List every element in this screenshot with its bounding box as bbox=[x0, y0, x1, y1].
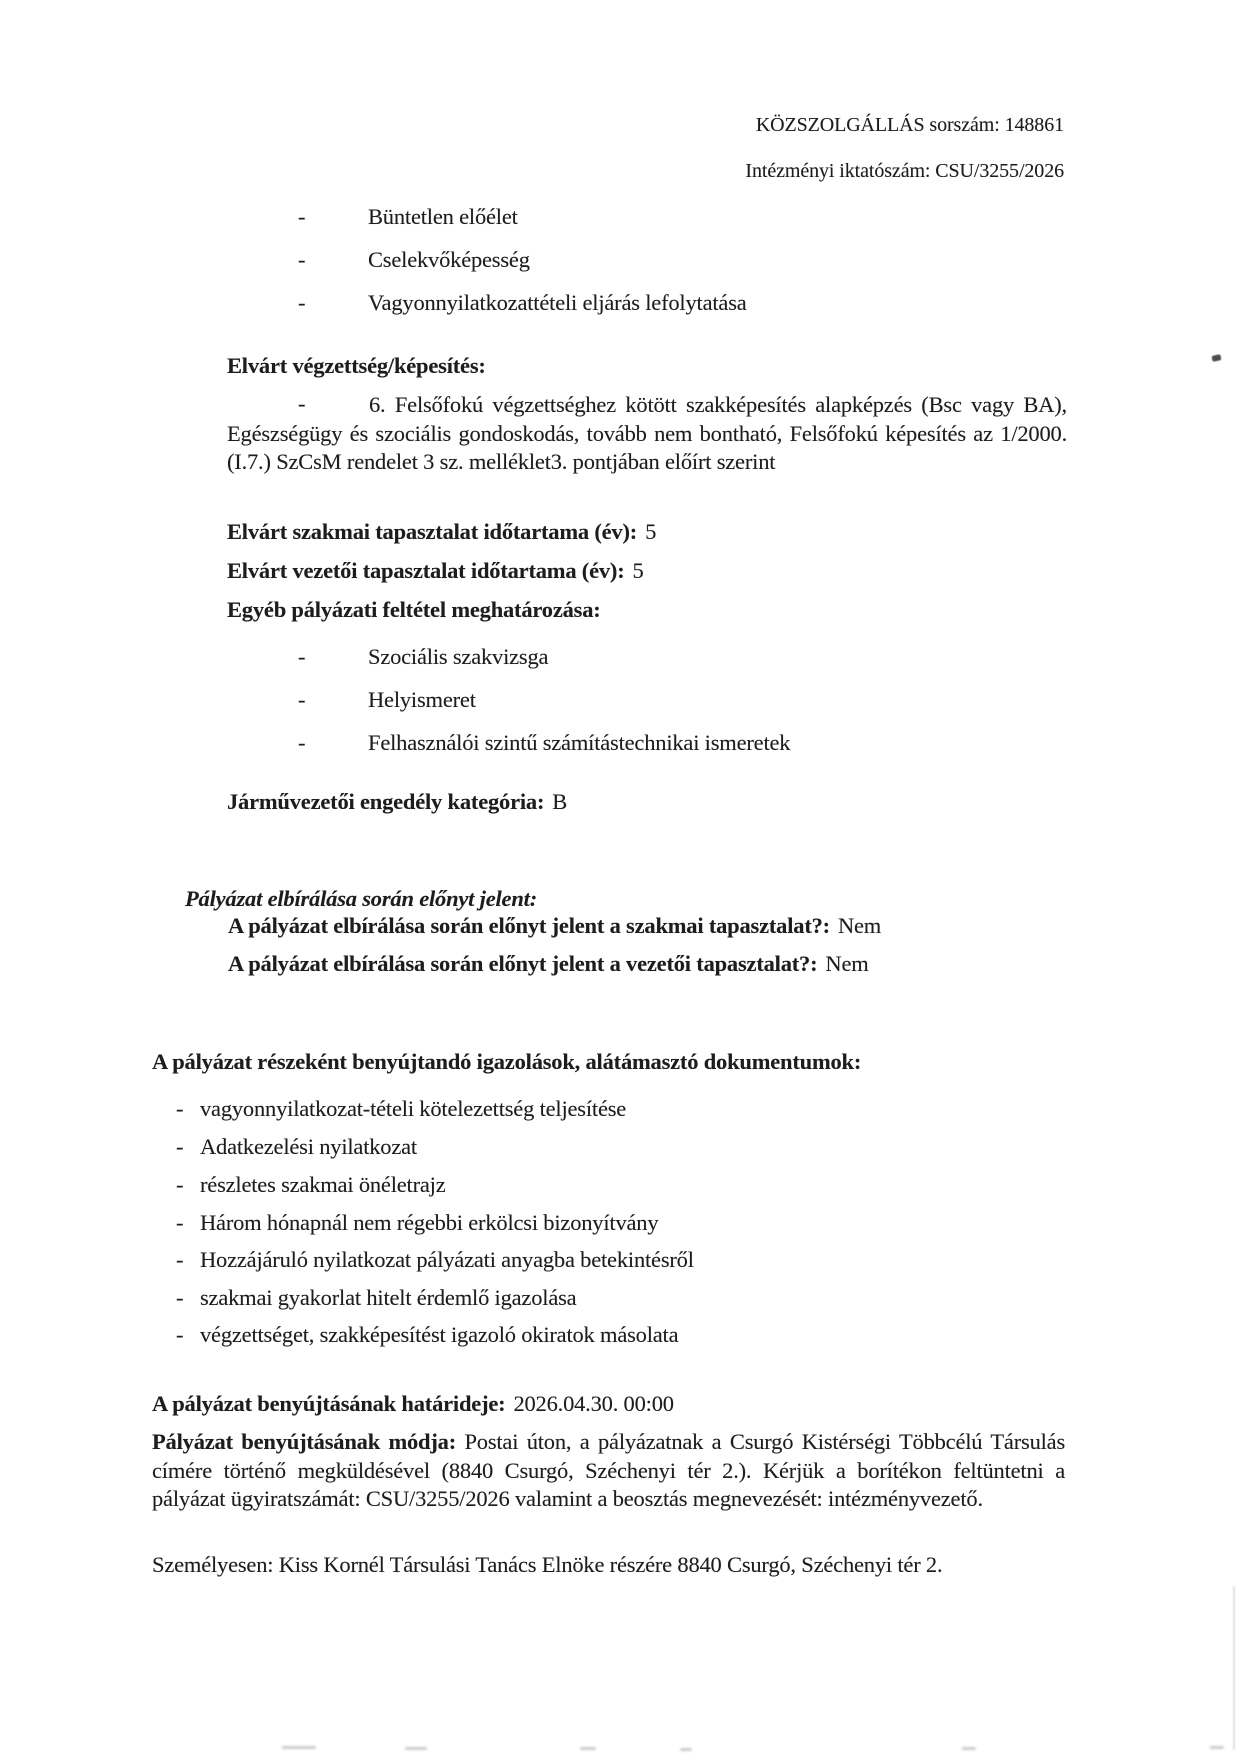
advantages-heading: Pályázat elbírálása során előnyt jelent: bbox=[185, 886, 537, 911]
condition-list-item bbox=[0, 290, 1240, 322]
bullet-marker: - bbox=[176, 1172, 184, 1197]
qualification-item: 6. Felsőfokú végzettséghez kötött szakképesítés alapképzés (Bsc vagy BA), Egészségügy és szociális gondoskodás, tovább nem bontható, Felsőfokú képesítés az 1/2000. (I.7.) SzCsM rendelet 3 sz. melléklet3. pontjában előírt szerint bbox=[227, 392, 1067, 475]
documents-heading: A pályázat részeként benyújtandó igazolások, alátámasztó dokumentumok: bbox=[152, 1049, 862, 1074]
other-condition-text: Helyismeret bbox=[368, 687, 476, 712]
bullet-marker: - bbox=[176, 1247, 184, 1272]
bullet-marker: - bbox=[298, 687, 306, 712]
document-list-item bbox=[0, 1285, 1240, 1317]
condition-text: Büntetlen előélet bbox=[368, 204, 518, 229]
scan-artifact-smudge bbox=[282, 1746, 316, 1749]
professional-experience-line bbox=[227, 519, 656, 545]
advantage-leadership-label: A pályázat elbírálása során előnyt jelent a vezetői tapasztalat?: bbox=[228, 951, 818, 976]
advantage-leadership-line bbox=[228, 951, 869, 977]
scan-artifact-page-edge bbox=[1233, 1586, 1235, 1750]
advantage-professional-line bbox=[228, 913, 881, 939]
bullet-marker: - bbox=[176, 1322, 184, 1347]
other-condition-text: Szociális szakvizsga bbox=[368, 644, 549, 669]
bullet-marker: - bbox=[298, 247, 306, 272]
submission-label: Pályázat benyújtásának módja: bbox=[152, 1429, 456, 1454]
deadline-value: 2026.04.30. 00:00 bbox=[513, 1391, 674, 1416]
other-condition-item bbox=[0, 644, 1240, 676]
document-list-item bbox=[0, 1134, 1240, 1166]
deadline-line bbox=[152, 1391, 674, 1417]
condition-list-item bbox=[0, 204, 1240, 236]
professional-experience-value: 5 bbox=[645, 519, 657, 544]
advantage-professional-label: A pályázat elbírálása során előnyt jelent a szakmai tapasztalat?: bbox=[228, 913, 830, 938]
bullet-marker: - bbox=[298, 391, 306, 416]
document-text: végzettséget, szakképesítést igazoló okiratok másolata bbox=[200, 1322, 679, 1347]
submission-text: Postai úton, a pályázatnak a Csurgó Kistérségi Többcélú Társulás címére történő megküldésével (8840 Csurgó, Széchenyi tér 2.). Kérjük a borítékon feltüntetni a pályázat ügyiratszámát: CSU/3255/2026 valamint a beosztás megnevezését: intézményvezető. bbox=[152, 1429, 1066, 1512]
document-text: részletes szakmai önéletrajz bbox=[200, 1172, 446, 1197]
driving-license-line bbox=[227, 789, 567, 815]
in-person-line: Személyesen: Kiss Kornél Társulási Tanács Elnöke részére 8840 Csurgó, Széchenyi tér 2. bbox=[152, 1552, 943, 1577]
condition-text: Cselekvőképesség bbox=[368, 247, 530, 272]
scan-artifact-smudge bbox=[1210, 1746, 1224, 1749]
scan-artifact-smudge bbox=[962, 1747, 976, 1750]
document-text: vagyonnyilatkozat-tételi kötelezettség teljesítése bbox=[200, 1096, 627, 1121]
other-condition-item bbox=[0, 687, 1240, 719]
document-list-item bbox=[0, 1096, 1240, 1128]
document-text: Adatkezelési nyilatkozat bbox=[200, 1134, 417, 1159]
professional-experience-label: Elvárt szakmai tapasztalat időtartama (év): bbox=[227, 519, 638, 544]
document-list-item bbox=[0, 1247, 1240, 1279]
advantage-leadership-value: Nem bbox=[825, 951, 869, 976]
driving-license-label: Járművezetői engedély kategória: bbox=[227, 789, 545, 814]
document-list-item bbox=[0, 1172, 1240, 1204]
other-condition-text: Felhasználói szintű számítástechnikai ismeretek bbox=[368, 730, 791, 755]
leadership-experience-value: 5 bbox=[632, 558, 644, 583]
submission-paragraph bbox=[152, 1428, 1065, 1514]
document-text: szakmai gyakorlat hitelt érdemlő igazolása bbox=[200, 1285, 577, 1310]
header-serial-number: KÖZSZOLGÁLLÁS sorszám: 148861 bbox=[755, 114, 1064, 136]
document-text: Három hónapnál nem régebbi erkölcsi bizonyítvány bbox=[200, 1210, 659, 1235]
advantage-professional-value: Nem bbox=[837, 913, 882, 938]
document-list-item bbox=[0, 1210, 1240, 1242]
bullet-marker: - bbox=[298, 644, 306, 669]
document-text: Hozzájáruló nyilatkozat pályázati anyagba betekintésről bbox=[200, 1247, 694, 1272]
bullet-marker: - bbox=[298, 730, 306, 755]
condition-list-item bbox=[0, 247, 1240, 279]
qualification-heading: Elvárt végzettség/képesítés: bbox=[227, 353, 486, 378]
driving-license-value: B bbox=[552, 789, 568, 814]
scan-artifact-smudge bbox=[680, 1748, 692, 1751]
bullet-marker: - bbox=[176, 1285, 184, 1310]
bullet-marker: - bbox=[176, 1096, 184, 1121]
bullet-marker: - bbox=[176, 1134, 184, 1159]
bullet-marker: - bbox=[176, 1210, 184, 1235]
scan-artifact-smudge bbox=[580, 1747, 596, 1750]
bullet-marker: - bbox=[298, 204, 306, 229]
other-condition-item bbox=[0, 730, 1240, 762]
other-conditions-heading: Egyéb pályázati feltétel meghatározása: bbox=[227, 597, 601, 622]
leadership-experience-line bbox=[227, 558, 644, 584]
header-registry-number: Intézményi iktatószám: CSU/3255/2026 bbox=[745, 160, 1064, 182]
leadership-experience-label: Elvárt vezetői tapasztalat időtartama (év): bbox=[227, 558, 625, 583]
scan-artifact-smudge bbox=[405, 1747, 427, 1750]
scan-artifact-speck bbox=[1211, 354, 1221, 362]
deadline-label: A pályázat benyújtásának határideje: bbox=[152, 1391, 506, 1416]
document-list-item bbox=[0, 1322, 1240, 1354]
bullet-marker: - bbox=[298, 290, 306, 315]
condition-text: Vagyonnyilatkozattételi eljárás lefolytatása bbox=[368, 290, 747, 315]
